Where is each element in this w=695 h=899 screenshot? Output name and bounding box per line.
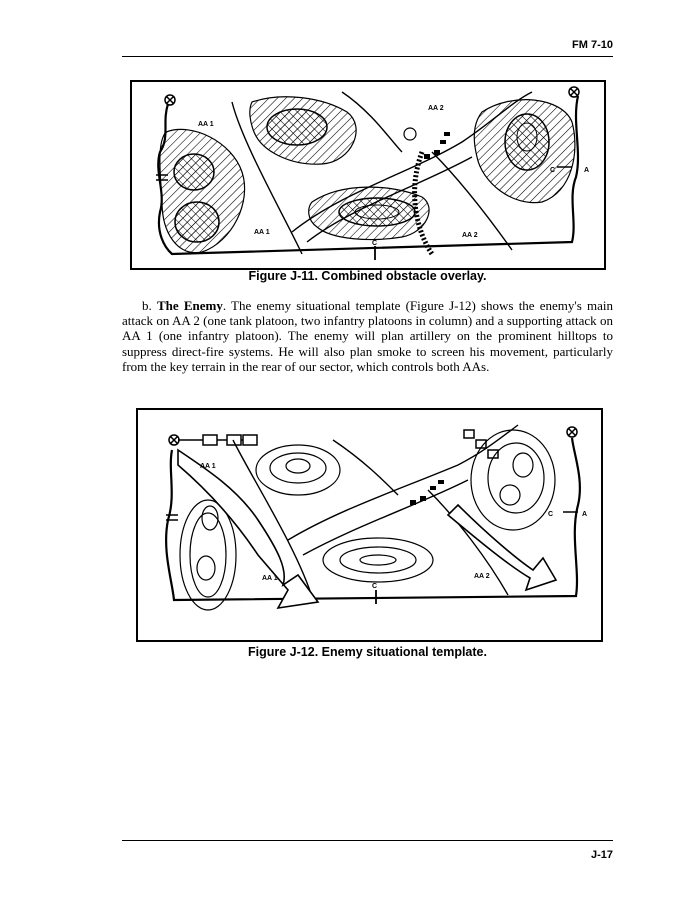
label-aa1-bottom: AA 1 <box>262 575 278 582</box>
header-rule <box>122 56 613 57</box>
figure-j11 <box>130 80 606 270</box>
label-c-bottom: C <box>372 240 378 247</box>
label-aa1-top: AA 1 <box>198 121 214 128</box>
figure-j11-caption: Figure J-11. Combined obstacle overlay. <box>248 269 487 283</box>
obstacle-overlay-map <box>132 82 604 268</box>
label-aa2-bottom: AA 2 <box>462 232 478 239</box>
paragraph-text: . The enemy situational template (Figure J-12) shows the enemy's main attack on AA 2 (one tank platoon, two infantry platoons in column) and a supporting attack on AA 1 (one infantry platoon). The enemy will plan artillery on the prominent hilltops to suppress direct-fire systems. He will also plan smoke to screen his movement, particularly from the key terrain in the rear of our sector, which controls both AAs. <box>122 298 614 374</box>
paragraph-marker: b. <box>142 298 152 313</box>
label-aa1-top: AA 1 <box>200 463 216 470</box>
figure-j12 <box>136 408 603 642</box>
label-c-bottom: C <box>372 583 378 590</box>
running-header: FM 7-10 <box>572 39 613 51</box>
label-c-right: C <box>548 511 554 518</box>
label-aa2-top: AA 2 <box>428 105 444 112</box>
paragraph-heading: The Enemy <box>156 298 223 313</box>
label-c-right: C <box>550 167 556 174</box>
page-number: J-17 <box>590 849 613 861</box>
label-aa1-bottom: AA 1 <box>254 229 270 236</box>
label-a-right: A <box>582 511 588 518</box>
footer-rule <box>122 840 613 841</box>
enemy-template-map <box>138 410 601 640</box>
label-a-right: A <box>584 167 590 174</box>
label-aa2-bottom: AA 2 <box>474 573 490 580</box>
figure-j12-caption: Figure J-12. Enemy situational template. <box>248 645 487 659</box>
enemy-paragraph <box>122 298 613 374</box>
